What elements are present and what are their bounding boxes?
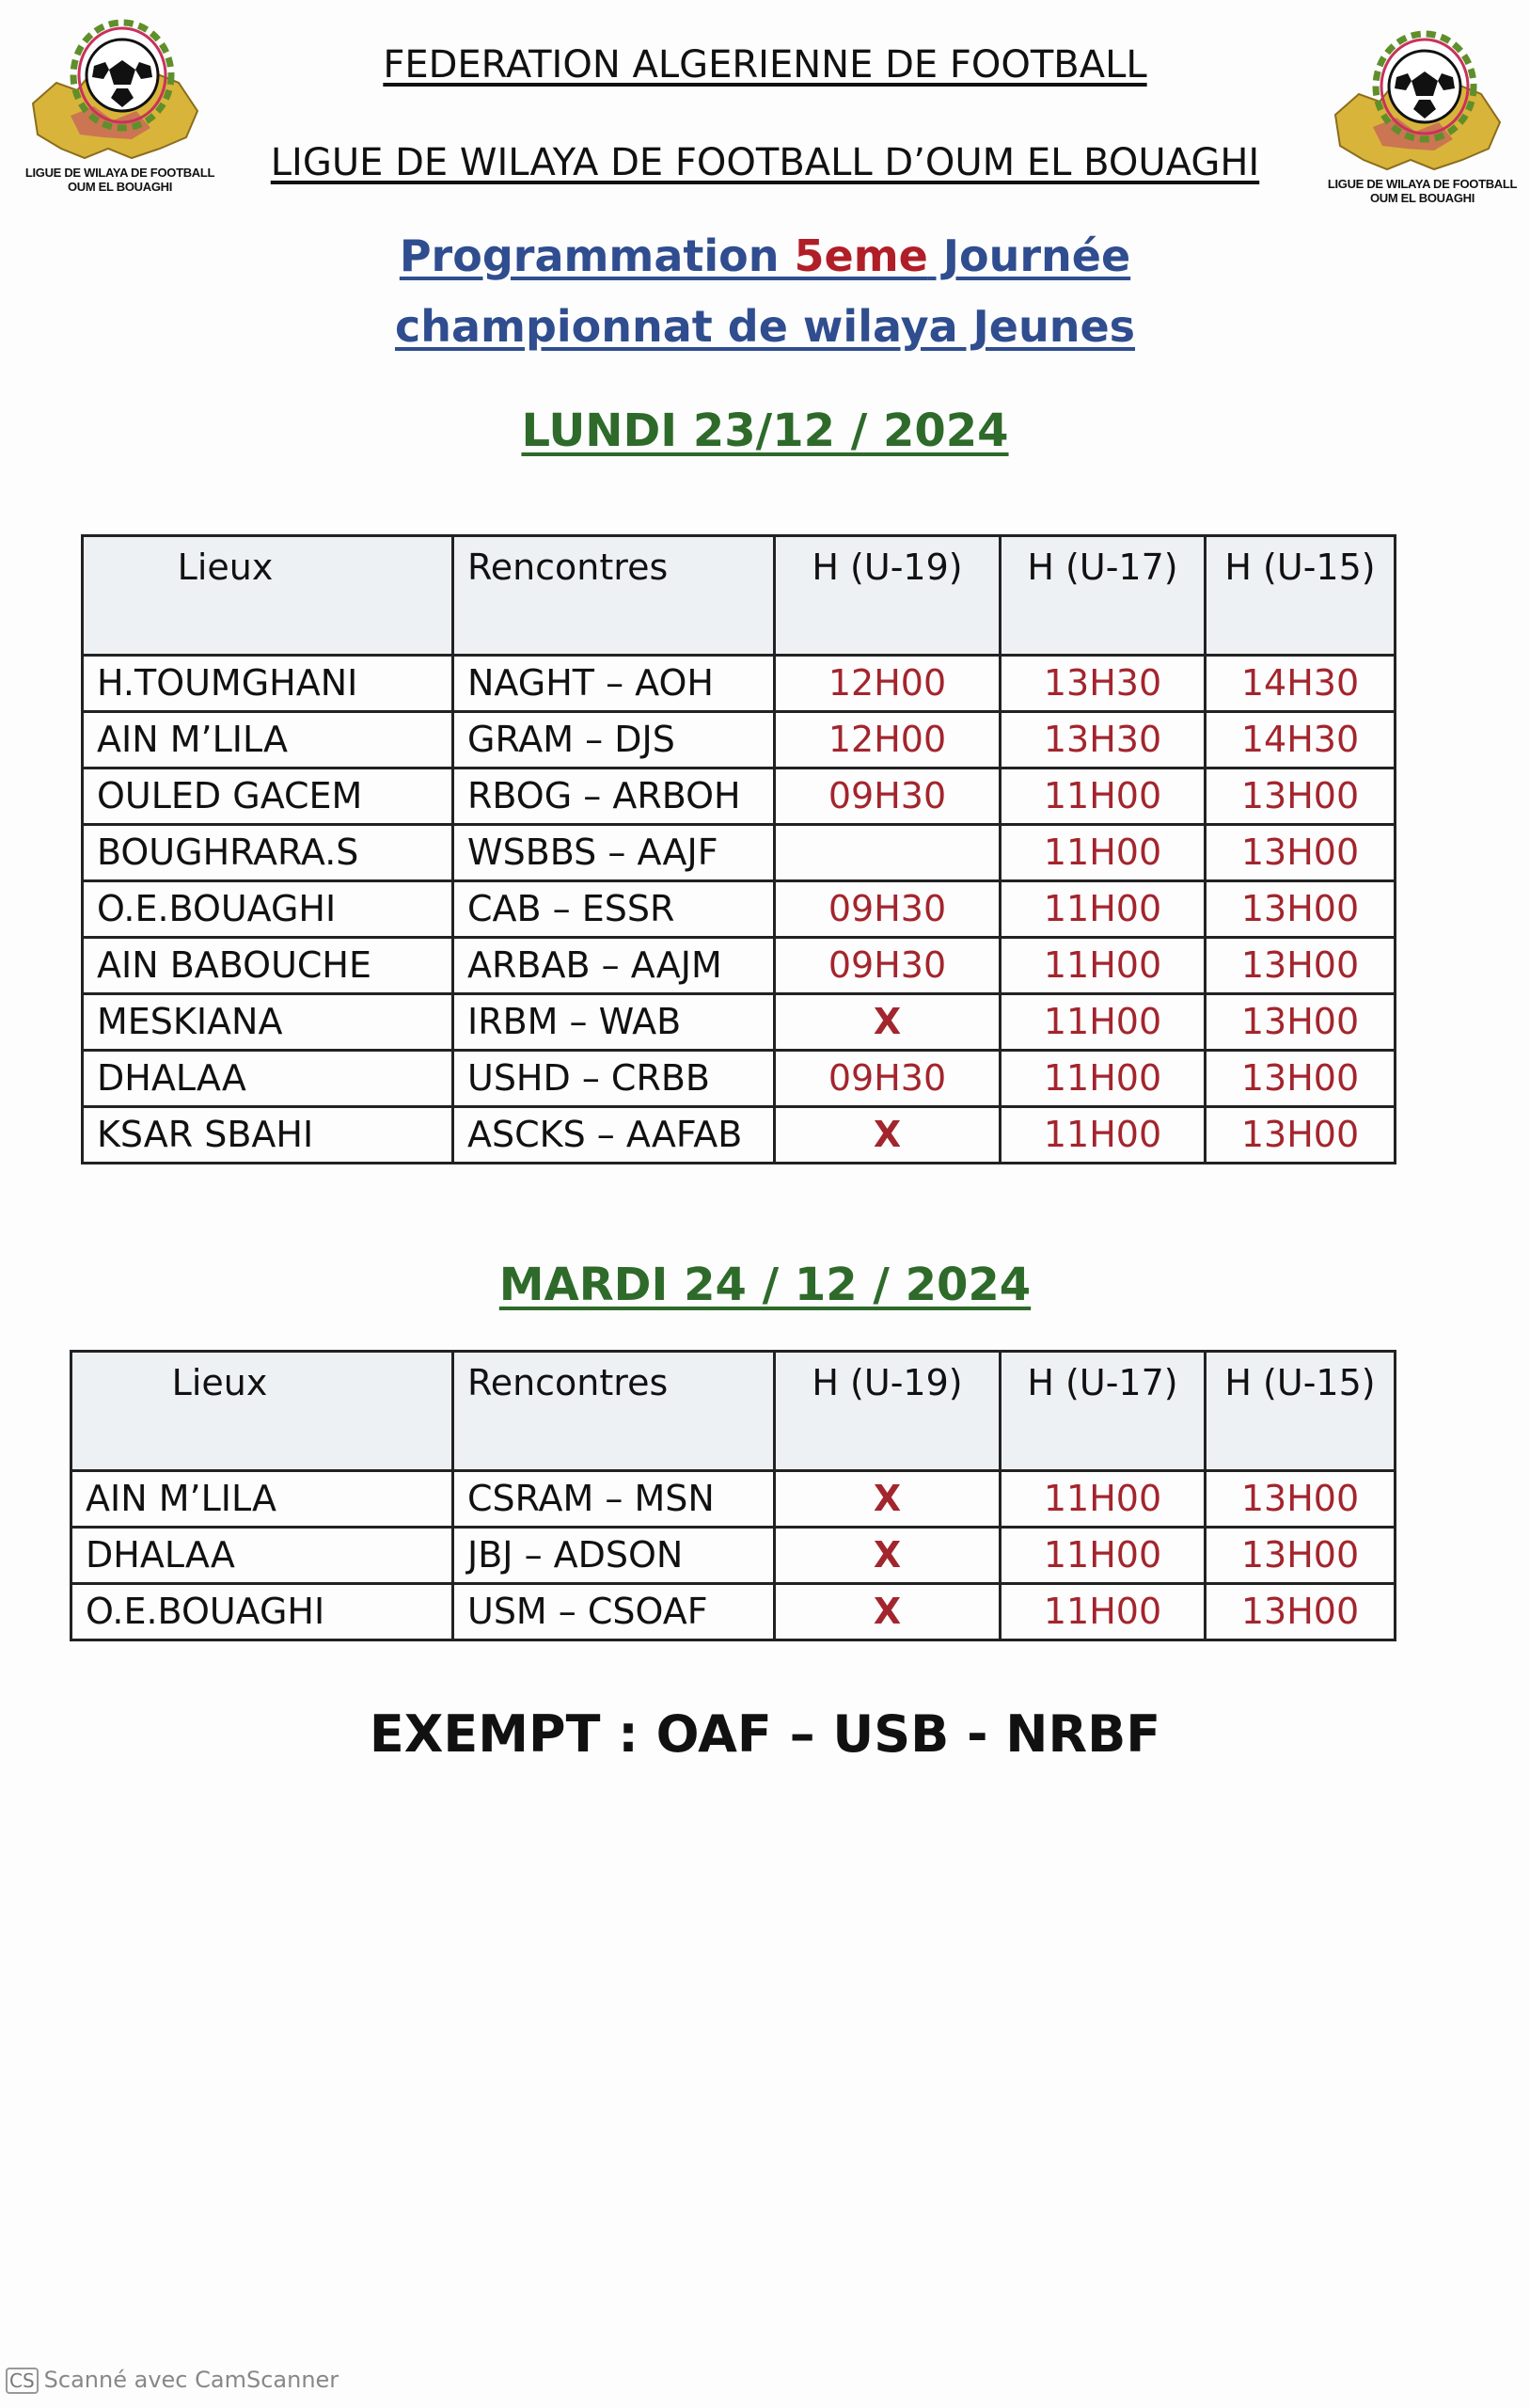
cell-lieu: DHALAA	[71, 1528, 453, 1584]
cell-lieu: BOUGHRARA.S	[83, 825, 453, 881]
cell-time-u19: X	[775, 1471, 1001, 1528]
cell-time-u15: 13H00	[1206, 1584, 1396, 1640]
cell-lieu: KSAR SBAHI	[83, 1107, 453, 1164]
program-subtitle: championnat de wilaya Jeunes	[394, 301, 1136, 352]
cell-time-u17: 11H00	[1001, 768, 1206, 825]
cell-time-u17: 11H00	[1001, 1584, 1206, 1640]
cell-rencontre: RBOG – ARBOH	[453, 768, 775, 825]
col-header-u19: H (U-19)	[775, 1352, 1001, 1471]
cell-time-u17: 11H00	[1001, 1107, 1206, 1164]
cell-time-u19: X	[775, 994, 1001, 1051]
cell-time-u19: 09H30	[775, 1051, 1001, 1107]
scanner-footer	[6, 2367, 339, 2394]
day2-title: MARDI 24 / 12 / 2024	[498, 1259, 1032, 1311]
cell-time-u17: 11H00	[1001, 994, 1206, 1051]
cell-time-u17: 11H00	[1001, 825, 1206, 881]
cell-time-u17: 11H00	[1001, 1471, 1206, 1528]
cell-time-u15: 13H00	[1206, 1107, 1396, 1164]
league-title: LIGUE DE WILAYA DE FOOTBALL D’OUM EL BOUAGHI	[270, 141, 1260, 184]
cell-rencontre: USM – CSOAF	[453, 1584, 775, 1640]
table-row	[83, 656, 1396, 712]
cell-lieu: O.E.BOUAGHI	[71, 1584, 453, 1640]
col-header-u19: H (U-19)	[775, 536, 1001, 656]
cell-rencontre: WSBBS – AAJF	[453, 825, 775, 881]
col-header-lieux: Lieux	[83, 536, 453, 656]
day1-schedule-table	[81, 534, 1396, 1164]
day2-schedule-table	[70, 1350, 1396, 1641]
table-row	[71, 1471, 1396, 1528]
col-header-rencontres: Rencontres	[453, 536, 775, 656]
table-row	[83, 712, 1396, 768]
cell-time-u17: 11H00	[1001, 1528, 1206, 1584]
cell-time-u19: X	[775, 1528, 1001, 1584]
program-title	[0, 230, 1530, 281]
cell-lieu: AIN M’LILA	[83, 712, 453, 768]
col-header-u17: H (U-17)	[1001, 536, 1206, 656]
table-row	[83, 1051, 1396, 1107]
day1-title: LUNDI 23/12 / 2024	[521, 404, 1009, 457]
program-title-part1: Programmation	[399, 230, 795, 281]
table-header-row	[83, 536, 1396, 656]
cell-time-u15: 13H00	[1206, 994, 1396, 1051]
cell-lieu: OULED GACEM	[83, 768, 453, 825]
cell-rencontre: ASCKS – AAFAB	[453, 1107, 775, 1164]
cell-time-u19: 09H30	[775, 768, 1001, 825]
table-row	[83, 994, 1396, 1051]
cell-time-u15: 13H00	[1206, 1471, 1396, 1528]
cell-lieu: H.TOUMGHANI	[83, 656, 453, 712]
cell-time-u17: 13H30	[1001, 712, 1206, 768]
cell-rencontre: NAGHT – AOH	[453, 656, 775, 712]
day1-rows	[83, 656, 1396, 1164]
table-row	[71, 1528, 1396, 1584]
cell-time-u17: 13H30	[1001, 656, 1206, 712]
cell-lieu: AIN M’LILA	[71, 1471, 453, 1528]
table-row	[71, 1584, 1396, 1640]
table-row	[83, 1107, 1396, 1164]
program-title-part3: Journée	[927, 230, 1131, 281]
cell-time-u19: X	[775, 1584, 1001, 1640]
cell-rencontre: IRBM – WAB	[453, 994, 775, 1051]
col-header-lieux: Lieux	[71, 1352, 453, 1471]
table-row	[83, 938, 1396, 994]
logo-text-line1: LIGUE DE WILAYA DE FOOTBALL	[1327, 177, 1518, 191]
col-header-u15: H (U-15)	[1206, 1352, 1396, 1471]
cell-lieu: DHALAA	[83, 1051, 453, 1107]
exempt-line: EXEMPT : OAF – USB - NRBF	[369, 1704, 1161, 1764]
col-header-u17: H (U-17)	[1001, 1352, 1206, 1471]
logo-text-line1: LIGUE DE WILAYA DE FOOTBALL	[24, 166, 215, 180]
cell-rencontre: USHD – CRBB	[453, 1051, 775, 1107]
cell-lieu: MESKIANA	[83, 994, 453, 1051]
table-row	[83, 825, 1396, 881]
col-header-rencontres: Rencontres	[453, 1352, 775, 1471]
table-header-row	[71, 1352, 1396, 1471]
camscanner-icon: CS	[6, 2368, 39, 2394]
federation-title: FEDERATION ALGERIENNE DE FOOTBALL	[383, 43, 1147, 87]
cell-time-u17: 11H00	[1001, 938, 1206, 994]
cell-time-u15: 14H30	[1206, 656, 1396, 712]
cell-time-u19: 09H30	[775, 881, 1001, 938]
cell-time-u17: 11H00	[1001, 881, 1206, 938]
cell-time-u19	[775, 825, 1001, 881]
cell-time-u19: 09H30	[775, 938, 1001, 994]
cell-time-u19: 12H00	[775, 656, 1001, 712]
cell-time-u15: 13H00	[1206, 938, 1396, 994]
scanner-footer-text: Scanné avec CamScanner	[43, 2367, 339, 2393]
cell-rencontre: ARBAB – AAJM	[453, 938, 775, 994]
cell-lieu: AIN BABOUCHE	[83, 938, 453, 994]
cell-time-u19: X	[775, 1107, 1001, 1164]
cell-rencontre: CSRAM – MSN	[453, 1471, 775, 1528]
day2-rows	[71, 1471, 1396, 1640]
cell-time-u15: 13H00	[1206, 881, 1396, 938]
cell-time-u15: 13H00	[1206, 825, 1396, 881]
cell-time-u17: 11H00	[1001, 1051, 1206, 1107]
cell-rencontre: GRAM – DJS	[453, 712, 775, 768]
cell-time-u15: 13H00	[1206, 1051, 1396, 1107]
cell-lieu: O.E.BOUAGHI	[83, 881, 453, 938]
cell-time-u19: 12H00	[775, 712, 1001, 768]
cell-time-u15: 13H00	[1206, 768, 1396, 825]
cell-rencontre: JBJ – ADSON	[453, 1528, 775, 1584]
logo-text-line2: OUM EL BOUAGHI	[67, 180, 173, 194]
cell-time-u15: 14H30	[1206, 712, 1396, 768]
program-title-round: 5eme	[794, 230, 928, 281]
cell-rencontre: CAB – ESSR	[453, 881, 775, 938]
logo-text-line2: OUM EL BOUAGHI	[1369, 191, 1475, 205]
col-header-u15: H (U-15)	[1206, 536, 1396, 656]
table-row	[83, 881, 1396, 938]
cell-time-u15: 13H00	[1206, 1528, 1396, 1584]
table-row	[83, 768, 1396, 825]
